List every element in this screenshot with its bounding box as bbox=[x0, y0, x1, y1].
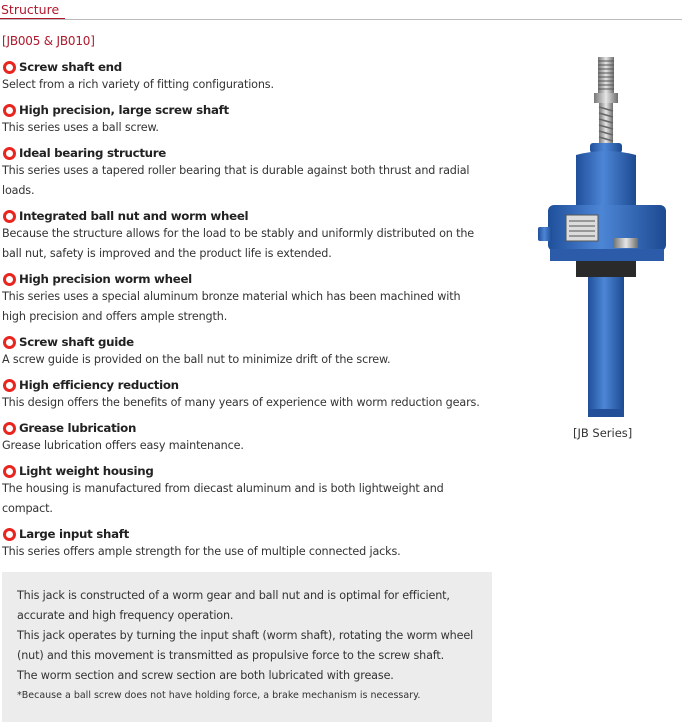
feature-item bbox=[0, 102, 500, 138]
bullet-ring-icon bbox=[3, 273, 16, 286]
feature-item bbox=[0, 145, 500, 201]
feature-description: This series offers ample strength for the use of multiple connected jacks. bbox=[2, 545, 401, 558]
footnote: *Because a ball screw does not have holding force, a brake mechanism is necessary. bbox=[17, 690, 421, 701]
feature-item bbox=[0, 59, 500, 95]
description-line: This jack is constructed of a worm gear and ball nut and is optimal for efficient, accurate and high frequency operation. bbox=[17, 589, 450, 622]
feature-item bbox=[0, 334, 500, 370]
bullet-ring-icon bbox=[3, 379, 16, 392]
product-caption: [JB Series] bbox=[573, 426, 633, 440]
feature-title: Light weight housing bbox=[19, 464, 154, 478]
feature-item bbox=[0, 377, 500, 413]
feature-item bbox=[0, 526, 500, 562]
bullet-ring-icon bbox=[3, 61, 16, 74]
feature-item bbox=[0, 463, 500, 519]
feature-description: Select from a rich variety of fitting configurations. bbox=[2, 78, 274, 91]
feature-title: High precision worm wheel bbox=[19, 272, 192, 286]
feature-title: Grease lubrication bbox=[19, 421, 137, 435]
bullet-ring-icon bbox=[3, 336, 16, 349]
description-line: This jack operates by turning the input shaft (worm shaft), rotating the worm wheel (nut) and this movement is transmitted as propulsive force to the screw shaft. bbox=[17, 629, 474, 662]
bullet-ring-icon bbox=[3, 422, 16, 435]
feature-description: This series uses a special aluminum bronze material which has been machined with high precision and offers ample strength. bbox=[2, 290, 461, 323]
bullet-ring-icon bbox=[3, 147, 16, 160]
header-divider bbox=[0, 19, 682, 20]
description-line: The worm section and screw section are both lubricated with grease. bbox=[17, 669, 394, 682]
feature-title: Ideal bearing structure bbox=[19, 146, 166, 160]
feature-title: Large input shaft bbox=[19, 527, 129, 541]
bullet-ring-icon bbox=[3, 528, 16, 541]
feature-description: A screw guide is provided on the ball nut to minimize drift of the screw. bbox=[2, 353, 391, 366]
bullet-ring-icon bbox=[3, 465, 16, 478]
feature-item bbox=[0, 420, 500, 456]
feature-title: Screw shaft guide bbox=[19, 335, 134, 349]
feature-item bbox=[0, 271, 500, 327]
feature-description: The housing is manufactured from diecast aluminum and is both lightweight and compact. bbox=[2, 482, 444, 515]
feature-title: High precision, large screw shaft bbox=[19, 103, 229, 117]
feature-title: High efficiency reduction bbox=[19, 378, 179, 392]
feature-title: Screw shaft end bbox=[19, 60, 122, 74]
feature-description: Because the structure allows for the load to be stably and uniformly distributed on the ball nut, safety is improved and the product life is extended. bbox=[2, 227, 475, 260]
feature-description: Grease lubrication offers easy maintenance. bbox=[2, 439, 244, 452]
bullet-ring-icon bbox=[3, 104, 16, 117]
series-heading: [JB005 & JB010] bbox=[2, 34, 95, 48]
feature-description: This series uses a tapered roller bearing that is durable against both thrust and radial loads. bbox=[2, 164, 470, 197]
description-box bbox=[2, 572, 492, 722]
feature-title: Integrated ball nut and worm wheel bbox=[19, 209, 249, 223]
screw-jack-product-image bbox=[536, 55, 676, 420]
feature-item bbox=[0, 208, 500, 264]
feature-description: This design offers the benefits of many years of experience with worm reduction gears. bbox=[2, 396, 480, 409]
bullet-ring-icon bbox=[3, 210, 16, 223]
feature-description: This series uses a ball screw. bbox=[2, 121, 159, 134]
feature-list bbox=[0, 59, 500, 569]
section-tab-structure[interactable]: Structure bbox=[0, 0, 65, 20]
